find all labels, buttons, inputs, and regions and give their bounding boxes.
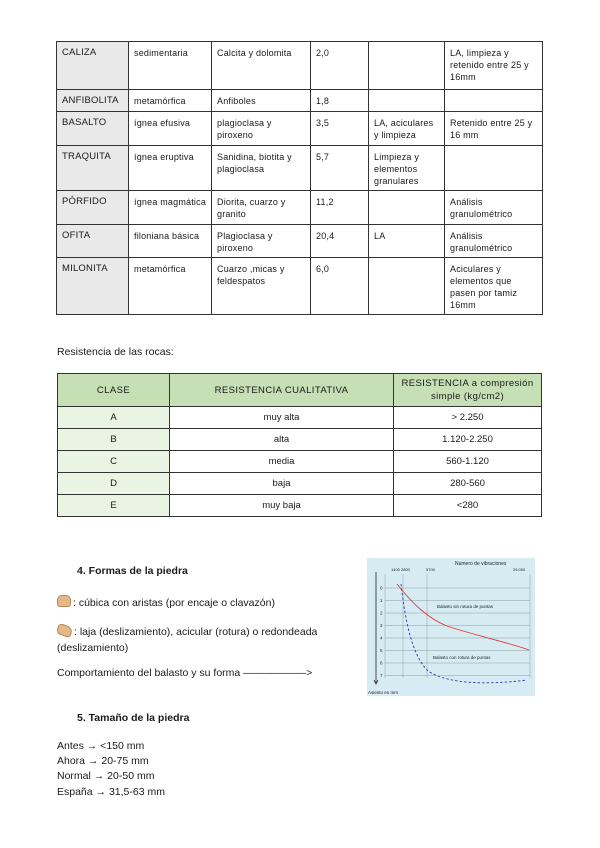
rock-defect-cell: LA bbox=[369, 225, 445, 258]
rock-test-cell: Análisis granulométrico bbox=[445, 191, 543, 225]
chart-y-tick-label: 6 bbox=[380, 660, 383, 666]
rock-origin-cell: ígnea magmática bbox=[129, 191, 212, 225]
rock-mineral-cell: Sanidina, biotita y plagioclasa bbox=[212, 146, 311, 191]
class-cell: B bbox=[58, 429, 170, 451]
chart-y-axis-label: Asiento en mm bbox=[368, 690, 399, 695]
class-cell: C bbox=[58, 451, 170, 473]
rock-value-cell: 11,2 bbox=[311, 191, 369, 225]
qualitative-cell: muy baja bbox=[170, 495, 394, 517]
header-cualitativa: RESISTENCIA CUALITATIVA bbox=[170, 374, 394, 407]
chart-y-tick-label: 5 bbox=[380, 648, 383, 653]
class-cell: E bbox=[58, 495, 170, 517]
compression-cell: <280 bbox=[394, 495, 542, 517]
section-5-heading: 5. Tamaño de la piedra bbox=[77, 712, 190, 724]
rock-row bbox=[57, 191, 543, 225]
size-line-3: Normal → 20-50 mm bbox=[57, 770, 155, 782]
cubic-shape-text: : cúbica con aristas (por encaje o clavazón) bbox=[73, 597, 275, 609]
curve-without-breakage bbox=[397, 584, 529, 650]
fist-icon bbox=[57, 595, 71, 607]
resistance-row bbox=[58, 495, 542, 517]
chart-tick-2: 5700 bbox=[426, 567, 435, 572]
hand-icon bbox=[56, 623, 74, 638]
flat-shape-text: : laja (deslizamiento), acicular (rotura) o redondeada bbox=[74, 626, 318, 638]
rock-test-cell bbox=[445, 146, 543, 191]
rock-value-cell: 5,7 bbox=[311, 146, 369, 191]
rock-mineral-cell: Anfiboles bbox=[212, 90, 311, 112]
rock-name-cell: MILONITA bbox=[57, 258, 129, 315]
compression-cell: 280-560 bbox=[394, 473, 542, 495]
rock-value-cell: 3,5 bbox=[311, 112, 369, 146]
qualitative-cell: alta bbox=[170, 429, 394, 451]
chart-y-labels bbox=[380, 586, 383, 679]
resistance-row bbox=[58, 429, 542, 451]
rock-defect-cell: LA, aciculares y limpieza bbox=[369, 112, 445, 146]
qualitative-cell: baja bbox=[170, 473, 394, 495]
rock-row bbox=[57, 225, 543, 258]
rock-mineral-cell: Cuarzo ,micas y feldespatos bbox=[212, 258, 311, 315]
chart-y-tick-label: 7 bbox=[380, 673, 383, 678]
resistance-row bbox=[58, 407, 542, 429]
curve-a-label: Balasto sin rotura de puntas bbox=[437, 604, 494, 609]
rock-defect-cell bbox=[369, 42, 445, 90]
rock-mineral-cell: plagioclasa y piroxeno bbox=[212, 112, 311, 146]
section-4-heading: 4. Formas de la piedra bbox=[77, 565, 188, 577]
flat-shape-line bbox=[57, 624, 317, 656]
rock-value-cell: 20,4 bbox=[311, 225, 369, 258]
rock-name-cell: PÓRFIDO bbox=[57, 191, 129, 225]
size-line-1: Antes → <150 mm bbox=[57, 740, 145, 752]
chart-tick-3: 25.000 bbox=[513, 567, 526, 572]
header-clase: CLASE bbox=[58, 374, 170, 407]
rock-origin-cell: metamórfica bbox=[129, 258, 212, 315]
flat-shape-text-2: (deslizamiento) bbox=[57, 642, 129, 654]
rock-origin-cell: metamórfica bbox=[129, 90, 212, 112]
rock-test-cell: Aciculares y elementos que pasen por tamiz 16mm bbox=[445, 258, 543, 315]
resistance-title: Resistencia de las rocas: bbox=[57, 346, 174, 358]
rock-mineral-cell: Calcita y dolomita bbox=[212, 42, 311, 90]
compression-cell: > 2.250 bbox=[394, 407, 542, 429]
rock-defect-cell bbox=[369, 90, 445, 112]
resistance-row bbox=[58, 451, 542, 473]
curve-with-breakage bbox=[401, 584, 527, 683]
rock-value-cell: 6,0 bbox=[311, 258, 369, 315]
rock-row bbox=[57, 258, 543, 315]
rock-name-cell: OFITA bbox=[57, 225, 129, 258]
rock-mineral-cell: Plagioclasa y piroxeno bbox=[212, 225, 311, 258]
rock-test-cell bbox=[445, 90, 543, 112]
rock-name-cell: TRAQUITA bbox=[57, 146, 129, 191]
compression-cell: 1.120-2.250 bbox=[394, 429, 542, 451]
class-cell: A bbox=[58, 407, 170, 429]
chart-y-tick-label: 3 bbox=[380, 623, 383, 628]
rock-defect-cell bbox=[369, 258, 445, 315]
rock-value-cell: 1,8 bbox=[311, 90, 369, 112]
curve-b-label: Balasto con rotura de puntas bbox=[433, 655, 491, 660]
rock-properties-table bbox=[56, 41, 543, 315]
rock-value-cell: 2,0 bbox=[311, 42, 369, 90]
rock-origin-cell: ígnea efusiva bbox=[129, 112, 212, 146]
rock-defect-cell bbox=[369, 191, 445, 225]
header-compresion: RESISTENCIA a compresión simple (kg/cm2) bbox=[394, 374, 542, 407]
resistance-row bbox=[58, 473, 542, 495]
rock-origin-cell: ígnea eruptiva bbox=[129, 146, 212, 191]
chart-y-tick-label: 2 bbox=[380, 610, 383, 616]
qualitative-cell: muy alta bbox=[170, 407, 394, 429]
rock-mineral-cell: Diorita, cuarzo y granito bbox=[212, 191, 311, 225]
chart-y-tick-label: 0 bbox=[380, 585, 383, 591]
chart-tick-1: 1400 2800 bbox=[391, 567, 410, 572]
rock-name-cell: CALIZA bbox=[57, 42, 129, 90]
compression-cell: 560-1.120 bbox=[394, 451, 542, 473]
behavior-line: Comportamiento del balasto y su forma ——————> bbox=[57, 667, 313, 679]
size-line-2: Ahora → 20-75 mm bbox=[57, 755, 149, 767]
qualitative-cell: media bbox=[170, 451, 394, 473]
rock-row bbox=[57, 112, 543, 146]
chart-y-tick-label: 4 bbox=[380, 635, 383, 641]
chart-top-label: Numero de vibraciones bbox=[455, 561, 507, 567]
rock-name-cell: ANFIBOLITA bbox=[57, 90, 129, 112]
chart-y-tick-label: 1 bbox=[380, 598, 383, 603]
resistance-header-row bbox=[58, 374, 542, 407]
ballast-settlement-chart bbox=[367, 558, 535, 696]
resistance-table bbox=[57, 373, 542, 517]
cubic-shape-line bbox=[57, 595, 275, 609]
rock-origin-cell: filoniana básica bbox=[129, 225, 212, 258]
size-line-4: España → 31,5-63 mm bbox=[57, 786, 165, 798]
class-cell: D bbox=[58, 473, 170, 495]
rock-test-cell: Retenido entre 25 y 16 mm bbox=[445, 112, 543, 146]
rock-origin-cell: sedimentaria bbox=[129, 42, 212, 90]
rock-row bbox=[57, 146, 543, 191]
rock-row bbox=[57, 90, 543, 112]
rock-row bbox=[57, 42, 543, 90]
rock-test-cell: Análisis granulométrico bbox=[445, 225, 543, 258]
rock-name-cell: BASALTO bbox=[57, 112, 129, 146]
rock-defect-cell: Limpieza y elementos granulares bbox=[369, 146, 445, 191]
rock-test-cell: LA, limpieza y retenido entre 25 y 16mm bbox=[445, 42, 543, 90]
chart-grid bbox=[385, 574, 530, 678]
